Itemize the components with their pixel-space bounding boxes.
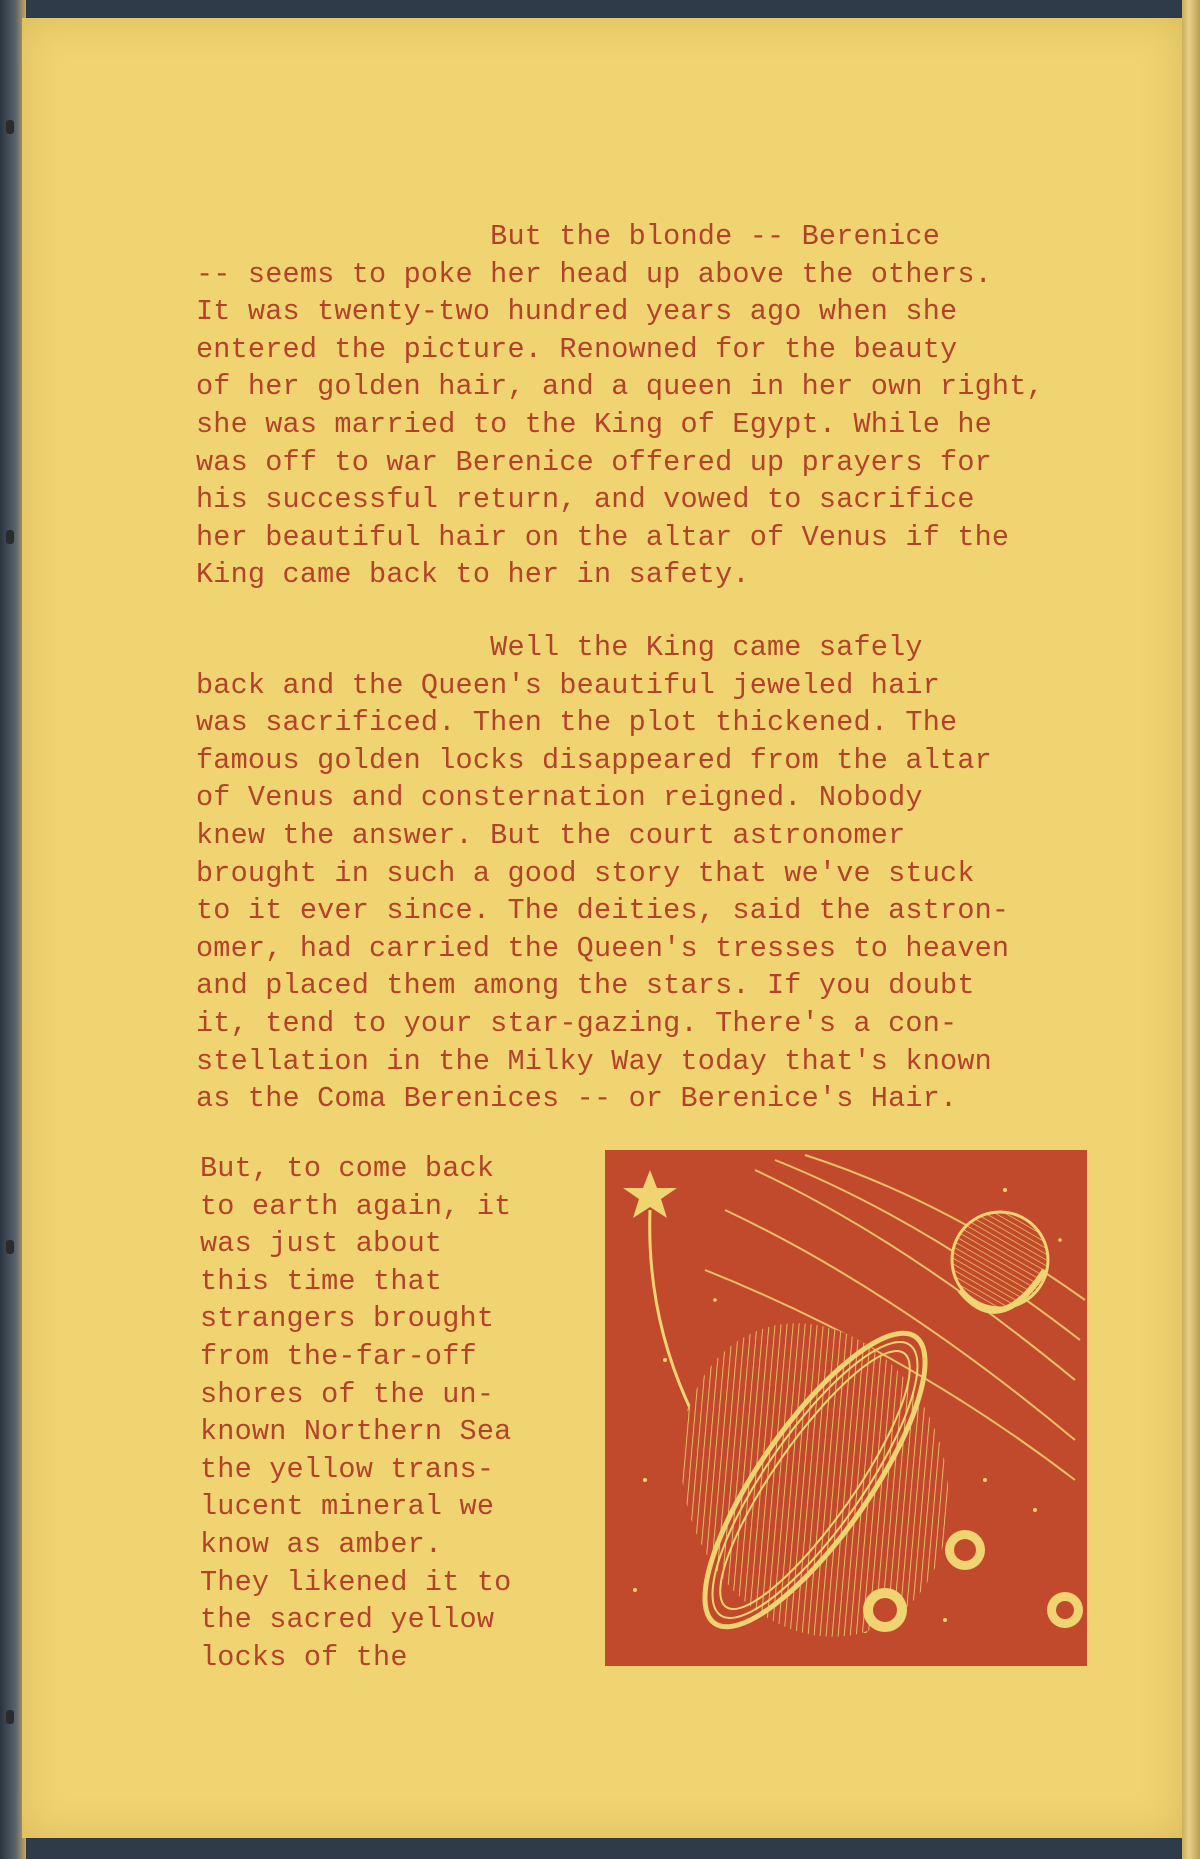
page-edge xyxy=(1182,0,1200,1859)
paragraph-berenice: But the blonde -- Berenice -- seems to poke her head up above the others. It was twenty-two hundred years ago when she entered the picture. Renowned for the beauty of her golden hair, and a queen in her own right, she was married to the King of Egypt. While he was off to war Berenice offered up prayers for his successful return, and vowed to sacrifice her beautiful hair on the altar of Venus if the King came back to her in safety. xyxy=(196,220,1044,592)
binding-stitch xyxy=(6,1710,14,1724)
paragraph-king-returns: Well the King came safely back and the Queen's beautiful jeweled hair was sacrificed. Then the plot thickened. The famous golden locks disappeared from the altar of Venus and consternation reigned. Nobody knew the answer. But the court astronomer brought in such a good story that we've stuck to it ever since. The deities, said the astron- omer, had carried the Queen's tresses to heaven and placed them among the stars. If you doubt it, tend to your star-gazing. There's a con- stellation in the Milky Way today that's known as the Coma Berenices -- or Berenice's Hair. xyxy=(196,631,1010,1116)
binding-stitch xyxy=(6,120,14,134)
paragraph-amber: But, to come back to earth again, it was just about this time that strangers brought from the-far-off shores of the un- known Northern Sea the yellow trans- lucent mineral we know as amber. They likened it to the sacred yellow locks of the xyxy=(200,1152,512,1674)
binding-stitch xyxy=(6,1240,14,1254)
binding-stitch xyxy=(6,530,14,544)
planet-woodcut-icon xyxy=(605,1150,1087,1666)
